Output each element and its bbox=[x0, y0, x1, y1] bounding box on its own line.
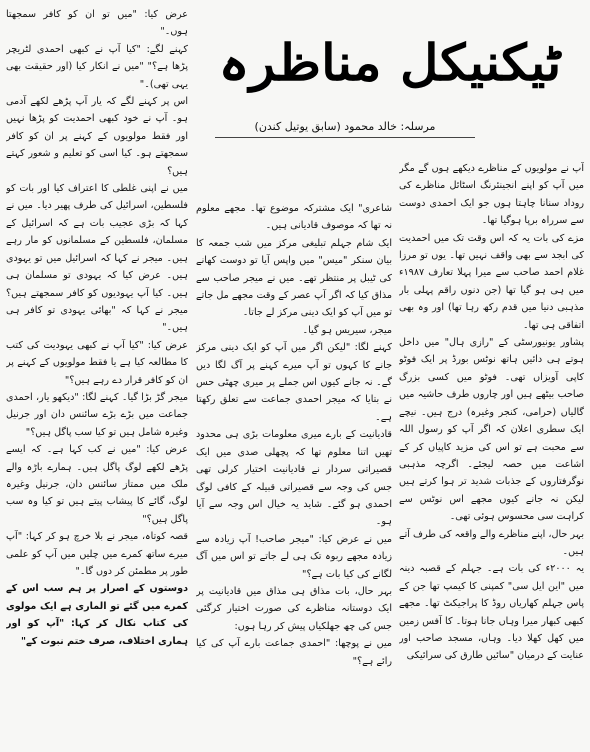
paragraph: مزے کی بات یہ کہ اس وقت تک میں احمدیت کی ابجد سے بھی واقف نہیں تھا۔ یوں تو مرزا غلام احمد صاحب سے میرا پہلا تعارف ۱۹۸۷ء میں ہی ہو گیا تھا (جن دنوں راقم پہلی بار مذہبی دنیا میں قدم رکھ رہا تھا) اور وہ بھی اتفاقی ہی تھا۔ bbox=[399, 232, 584, 331]
paragraph: قادیانیت کے بارے میری معلومات بڑی ہی محدود تھیں اتنا معلوم تھا کہ پچھلی صدی میں ایک قصیراتی سردار نے قادیانیت اختیار کرلی تھی جس کی وجہ سے قصیراتی قبیلہ کے کافی لوگ احمدی ہو گئے۔ شاید یہ خیال اس وجہ سے آیا ہو۔ bbox=[196, 429, 392, 528]
paragraph: میں نے اپنی غلطی کا اعتراف کیا اور بات کو فلسطین، اسرائیل کی طرف پھیر دیا۔ میں نے کہا کہ بڑی عجیب بات ہے کہ اسرائیل کے مسلمان، فلسطین کے مسلمانوں کو مار رہے ہیں۔ میجر نے کہا کہ اسرائیل میں تو یہودی ہیں۔ عرض کیا کہ یہودی تو مسلمان ہی ہیں۔ کیا آپ یہودیوں کو کافر سمجھتے ہیں؟ میجر نے کہا کہ "بھائی یہودی تو کافر ہی ہیں۔" bbox=[6, 183, 188, 334]
column-left bbox=[6, 6, 188, 748]
paragraph: کہنے لگے: "کیا آپ نے کبھی احمدی لٹریچر پڑھا ہے؟" "میں نے انکار کیا (اور حقیقت بھی یہی تھی)۔" bbox=[6, 43, 188, 90]
paragraph: عرض کیا: "میں نے کب کہا ہے۔ کہ ایسے پڑھے لکھے لوگ پاگل ہیں۔ ہمارے باڑہ والے ملک میں ممتاز سائنس دان، جرنیل وغیرہ لوگ، گائے کا پیشاب پیتے ہیں تو کیا وہ سب پاگل ہیں؟" bbox=[6, 444, 188, 525]
paragraph: ایک شام جہلم تبلیغی مرکز میں شب جمعہ کا بیان سنکر "میس" میں واپس آیا تو دوست کھانے کی ٹیبل پر منتظر تھے۔ میں نے میجر صاحب سے مذاق کیا کہ اگر آپ عصر کے وقت مجھے مل جاتے تو میں آپ کو ایک دینی مرکز لے جاتا۔ bbox=[196, 237, 392, 319]
column-right bbox=[399, 160, 584, 748]
paragraph: قصہ کوتاہ، میجر نے بلا خرچ ہو کر کہا: "آپ میرے ساتھ کمرے میں چلیں میں آپ کو علمی طور پر مطمئن کر دوں گا۔" bbox=[6, 531, 188, 577]
paragraph: بہر حال، بات مذاق ہی مذاق میں قادیانیت پر ایک دوستانہ مناظرے کی صورت اختیار کرگئی جس کی چھ جھلکیاں پیش کر رہا ہوں: bbox=[196, 585, 392, 632]
paragraph: پشاور یونیورسٹی کے "رازی ہال" میں داخل ہوتے ہی دائیں ہاتھ نوٹس بورڈ پر ایک فوٹو کاپی آویزاں تھی۔ فوٹو میں کسی بزرگ صاحب بیٹھے ہیں اور چاروں طرف حاشیہ میں گالیاں (حرامی، کنجر وغیرہ) درج ہیں۔ نیچے ایک سطری اعلان کہ اگر آپ کو رسول اللہ سے محبت ہے تو اس کی مزید کاپیاں کر کے اشاعت میں حصہ لیجئے۔ اگرچہ مذہبی نوگرفتاروں کے جذبات شدید تر ہوا کرتے ہیں لیکن نہ جانے کیوں مجھے اس نوٹس سے کراہت سی محسوس ہوئی تھی۔ bbox=[399, 337, 584, 523]
paragraph: عرض کیا: "میں تو ان کو کافر سمجھتا ہوں۔" bbox=[6, 9, 188, 38]
paragraph: میں نے عرض کیا: "میجر صاحب! آپ زیادہ سے زیادہ مجھے ربوہ تک ہی لے جاتے تو اس میں آگ لگانے کی کیا بات ہے؟" bbox=[196, 533, 392, 580]
article-title: ٹیکنیکل مناظرہ bbox=[218, 33, 562, 92]
paragraph: کہنے لگا: "لیکن اگر میں آپ کو ایک دینی مرکز جانے کا کہوں تو آپ میرے کہنے پر آگ لگا دیں گے۔ نہ جانے کیوں اس جملے پر میری چھٹی حس نے بتایا کہ میجر احمدی جماعت سے تعلق رکھتا ہے۔ bbox=[196, 342, 392, 423]
paragraph: یہ ۲۰۰۰ء کی بات ہے۔ جہلم کے قصبہ دینہ میں "این ایل سی" کمپنی کا کیمپ تھا جن کے پاس جہلم کھاریاں روڈ کا پراجیکٹ تھا۔ مجھے کبھی کبھار میرا وہاں جانا ہوتا۔ کا آفس زمین میں کھل کھلا دیا۔ وہاں، مسجد صاحب اور عنایت کے درمیان "سائیں طارق کی سرائیکی bbox=[399, 563, 584, 662]
paragraph: میجر گڑ بڑا گیا۔ کہنے لگا: "دیکھو یار، احمدی جماعت میں بڑے بڑے سائنس دان اور جرنیل وغیرہ شامل ہیں تو کیا سب پاگل ہیں؟" bbox=[6, 391, 188, 438]
paragraph: آپ نے مولویوں کے مناظرے دیکھے ہوں گے مگر میں آپ کو اپنے انجینئرنگ اسٹائل مناظرے کی روداد سنانا چاہتا ہوں جو ایک احمدی دوست سے سرراہ برپا ہوگیا تھا۔ bbox=[399, 163, 584, 227]
paragraph: شاعری" ایک مشترکہ موضوع تھا۔ مجھے معلوم نہ تھا کہ موصوف قادیانی ہیں۔ bbox=[196, 203, 392, 232]
paragraph: عرض کیا: "کیا آپ نے کبھی یہودیت کی کتب کا مطالعہ کیا ہے یا فقط مولویوں کے کہنے پر ان کو کافر قرار دے رہے ہیں؟" bbox=[6, 339, 188, 386]
paragraph: اس پر کہنے لگے کہ یار آپ پڑھے لکھے آدمی ہو۔ آپ نے خود کبھی احمدیت کو پڑھا نہیں اور فقط مولویوں کے کہنے پر ان کو کافر سمجھتے ہو۔ کیا اسی کو تعلیم و شعور کہتے ہیں؟ bbox=[6, 96, 188, 177]
paragraph: بہر حال، اپنے مناظرے والے واقعہ کی طرف آتے ہیں۔ bbox=[399, 528, 584, 557]
paragraph: میں نے پوچھا: "احمدی جماعت بارے آپ کی کیا رائے ہے؟" bbox=[196, 638, 392, 667]
paragraph: دوستوں کے اصرار پر ہم سب اس کے کمرے میں گئے تو الماری ہے ایک مولوی کی کتاب نکال کر کہا: "آپ کو اور ہماری اختلاف، صرف ختم نبوت کے" bbox=[6, 583, 188, 647]
paragraph: میجر، سیریس ہو گیا۔ bbox=[302, 324, 392, 336]
column-middle bbox=[196, 200, 392, 748]
article-byline: مرسلہ: خالد محمود (سابق یوتیل کندن) bbox=[215, 117, 475, 138]
